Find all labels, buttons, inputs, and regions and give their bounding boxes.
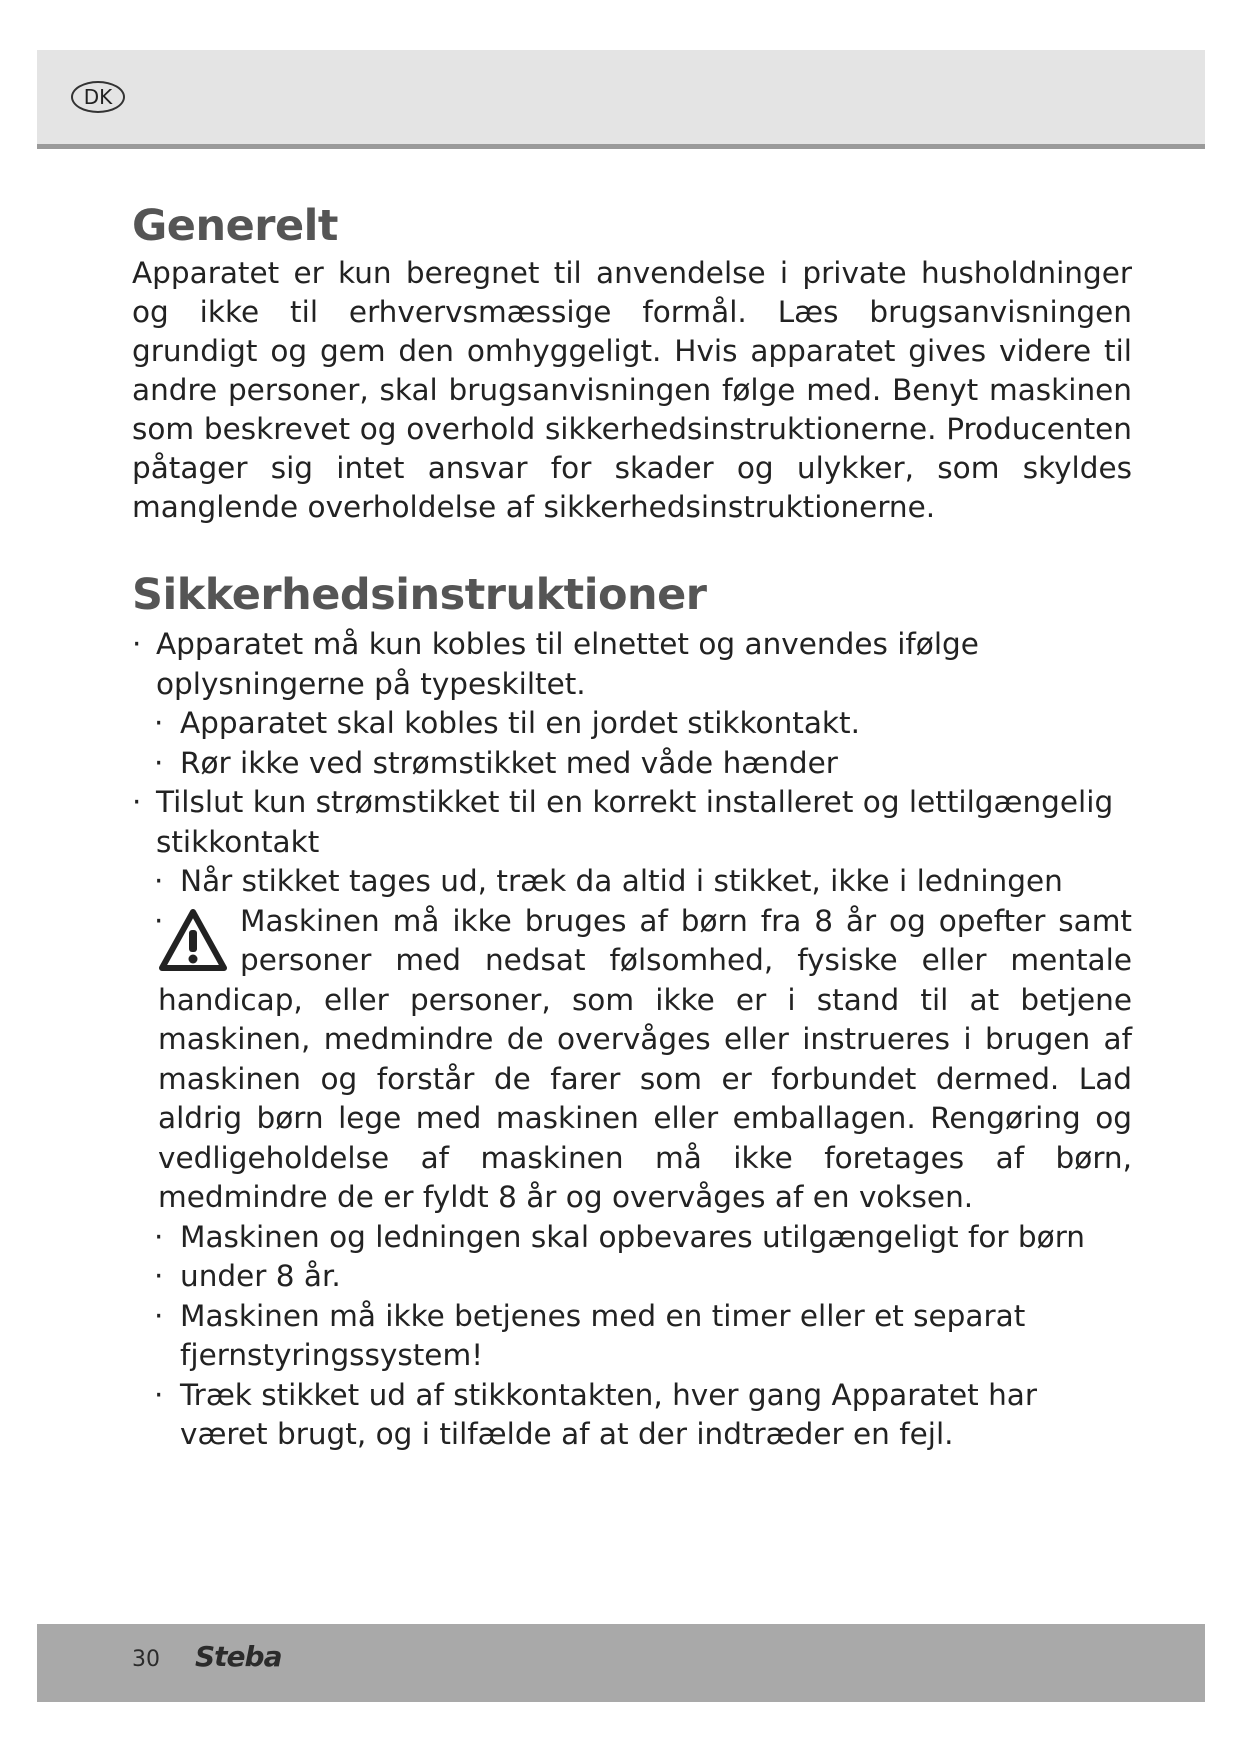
list-item: · Træk stikket ud af stikkontakten, hver gang Apparatet har været brugt, og i tilfælde af at der indtræder en fejl. xyxy=(154,1377,1037,1451)
general-paragraph: Apparatet er kun beregnet til anvendelse i private husholdninger og ikke til erhvervsmæssige formål. Læs brugsanvisningen grundigt og gem den omhyggeligt. Hvis apparatet gives videre til andre personer, skal brugsanvisningen følge med. Benyt maskinen som beskrevet og overhold sikkerhedsinstruktionerne. Producenten påtager sig intet ansvar for skader og ulykker, som skyldes manglende overholdelse af sikkerhedsinstruktionerne. xyxy=(132,256,1132,524)
brand-logo: Steba xyxy=(195,1640,282,1673)
section-title-generelt: Generelt xyxy=(132,201,338,251)
safety-list xyxy=(132,625,1132,1455)
list-item-warning: · Maskinen må ikke bruges af børn fra 8 år og opefter samt personer med nedsat følsomhed, fysiske eller mentale handicap, eller personer, som ikke er i stand til at betjene maskinen, medmindre de overvåges eller instrueres i brugen af maskinen og forstår de farer som er forbundet dermed. Lad aldrig børn lege med maskinen eller emballagen. Rengøring og vedligeholdelse af maskinen må ikke foretages af børn, medmindre de er fyldt 8 år og overvåges af en voksen. xyxy=(132,902,1132,1218)
page-content xyxy=(132,200,1132,1455)
page-number: 30 xyxy=(132,1647,160,1672)
page-header xyxy=(37,50,1205,149)
section-title-safety: Sikkerhedsinstruktioner xyxy=(132,570,707,620)
list-item: · Apparatet skal kobles til en jordet stikkontakt. xyxy=(154,706,860,740)
list-item: · Apparatet må kun kobles til elnettet og anvendes ifølge oplysningerne på typeskiltet. xyxy=(132,627,979,701)
language-badge: DK xyxy=(71,81,125,113)
page-footer xyxy=(37,1624,1205,1702)
safety-section xyxy=(132,569,1132,1455)
list-item: · Maskinen må ikke betjenes med en timer eller et separat fjernstyringssystem! xyxy=(154,1298,1026,1372)
list-item: · Rør ikke ved strømstikket med våde hænder xyxy=(154,745,838,780)
list-item: · Når stikket tages ud, træk da altid i stikket, ikke i ledningen xyxy=(154,864,1063,898)
list-item: · Maskinen og ledningen skal opbevares utilgængeligt for børn xyxy=(154,1219,1086,1254)
warning-text: Maskinen må ikke bruges af børn fra 8 år og opefter samt personer med nedsat følsomhed, fysiske eller mentale handicap, eller personer, som ikke er i stand til at betjene maskinen, medmindre de overvåges eller instrueres i brugen af maskinen og forstår de farer som er forbundet dermed. Lad aldrig børn lege med maskinen eller emballagen. Rengøring og vedligeholdelse af maskinen må ikke foretages af børn, medmindre de er fyldt 8 år og overvåges af en voksen. xyxy=(158,903,1132,1214)
list-item: · under 8 år. xyxy=(154,1259,341,1293)
list-item: · Tilslut kun strømstikket til en korrekt installeret og lettilgængelig stikkontakt xyxy=(132,785,1114,859)
warning-triangle-icon xyxy=(158,906,228,976)
